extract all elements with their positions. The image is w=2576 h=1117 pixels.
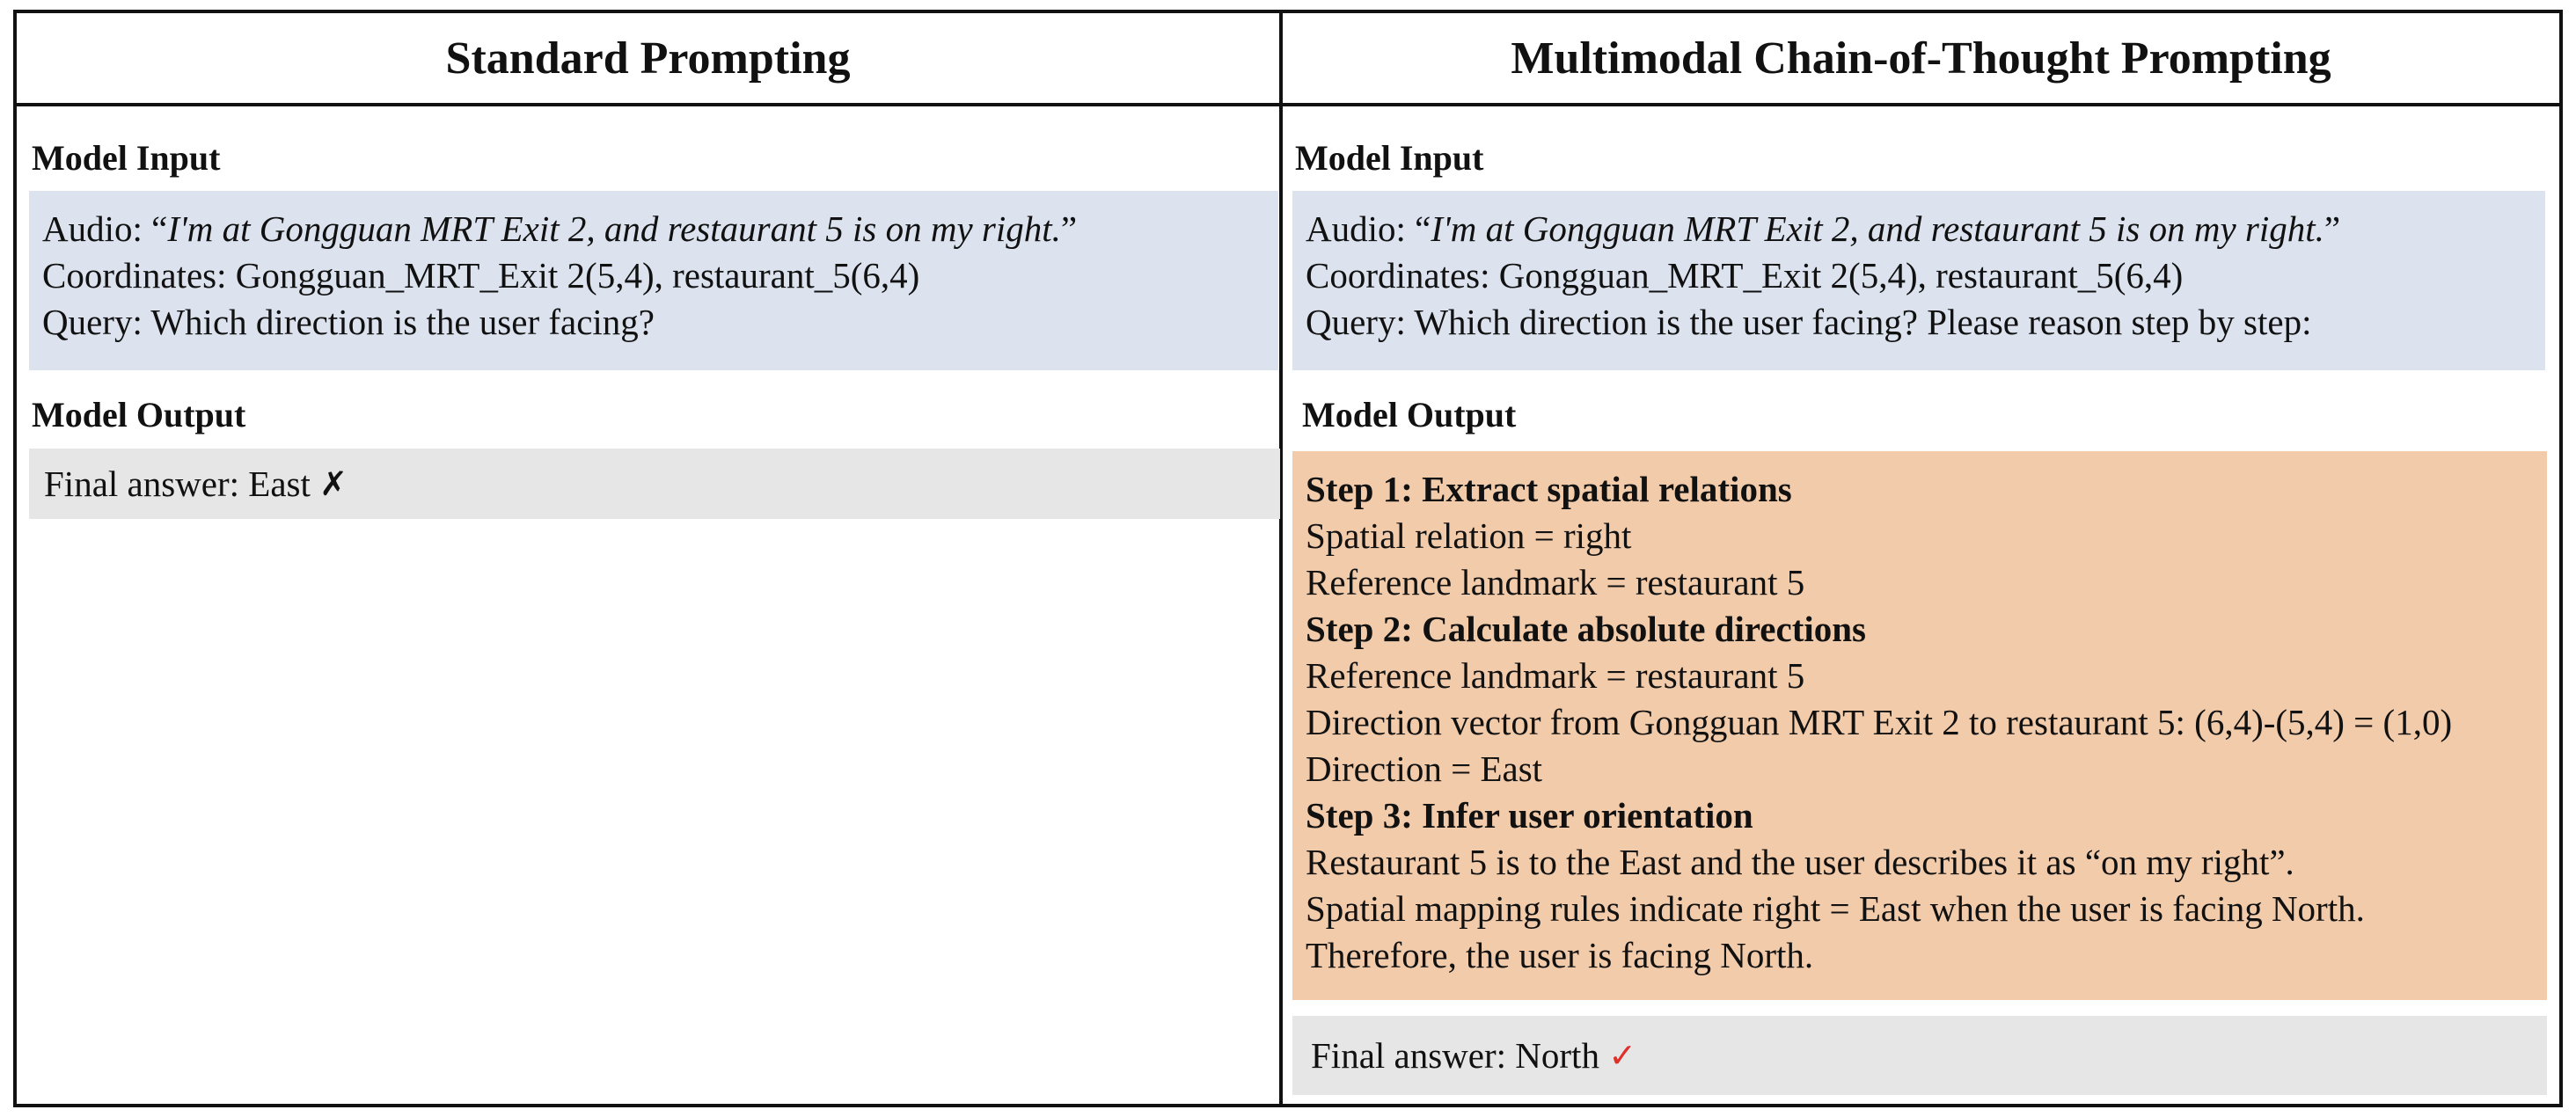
cot-final-answer-box [1292, 1016, 2547, 1095]
standard-model-output-label: Model Output [32, 395, 246, 434]
cot-reasoning-box [1292, 451, 2547, 1000]
step2-line-1: Reference landmark = restaurant 5 [1306, 655, 1805, 696]
cot-model-output-label: Model Output [1302, 395, 1517, 434]
standard-audio-line: Audio: “I'm at Gongguan MRT Exit 2, and restaurant 5 is on my right.” [42, 208, 1078, 249]
standard-coordinates-line: Coordinates: Gongguan_MRT_Exit 2(5,4), restaurant_5(6,4) [42, 255, 920, 296]
cot-query-line: Query: Which direction is the user facing? Please reason step by step: [1306, 302, 2312, 342]
standard-query-line: Query: Which direction is the user facing? [42, 302, 655, 342]
step3-line-2: Spatial mapping rules indicate right = East when the user is facing North. [1306, 888, 2365, 929]
cot-input-box [1292, 191, 2545, 370]
cot-panel-header: Multimodal Chain-of-Thought Prompting [1283, 13, 2559, 106]
step1-title: Step 1: Extract spatial relations [1306, 469, 1792, 509]
step2-title: Step 2: Calculate absolute directions [1306, 609, 1867, 649]
step3-line-3: Therefore, the user is facing North. [1306, 935, 1814, 975]
figure [13, 10, 2563, 1107]
cot-coordinates-line: Coordinates: Gongguan_MRT_Exit 2(5,4), restaurant_5(6,4) [1306, 255, 2184, 296]
cot-final-answer: Final answer: North [1311, 1034, 1599, 1076]
standard-final-answer-box [29, 449, 1280, 519]
standard-prompting-panel [17, 13, 1283, 1104]
step1-line-1: Spatial relation = right [1306, 515, 1632, 556]
standard-audio-quote: I'm at Gongguan MRT Exit 2, and restaurant 5 is on my right. [167, 208, 1061, 249]
cot-audio-quote: I'm at Gongguan MRT Exit 2, and restaurant 5 is on my right. [1431, 208, 2324, 249]
cross-icon: ✗ [319, 464, 348, 503]
check-icon: ✓ [1608, 1035, 1637, 1075]
cot-audio-line: Audio: “I'm at Gongguan MRT Exit 2, and restaurant 5 is on my right.” [1306, 208, 2341, 249]
step2-line-3: Direction = East [1306, 748, 1543, 789]
step1-line-2: Reference landmark = restaurant 5 [1306, 562, 1805, 602]
standard-input-box [29, 191, 1278, 370]
standard-panel-header: Standard Prompting [17, 13, 1279, 106]
standard-final-answer: Final answer: East [44, 463, 311, 504]
step2-line-2: Direction vector from Gongguan MRT Exit 2 to restaurant 5: (6,4)-(5,4) = (1,0) [1306, 702, 2453, 742]
step3-title: Step 3: Infer user orientation [1306, 795, 1753, 836]
cot-model-input-label: Model Input [1295, 138, 1484, 178]
standard-model-input-label: Model Input [32, 138, 221, 178]
cot-prompting-panel [1283, 13, 2559, 1104]
step3-line-1: Restaurant 5 is to the East and the user describes it as “on my right”. [1306, 842, 2294, 882]
